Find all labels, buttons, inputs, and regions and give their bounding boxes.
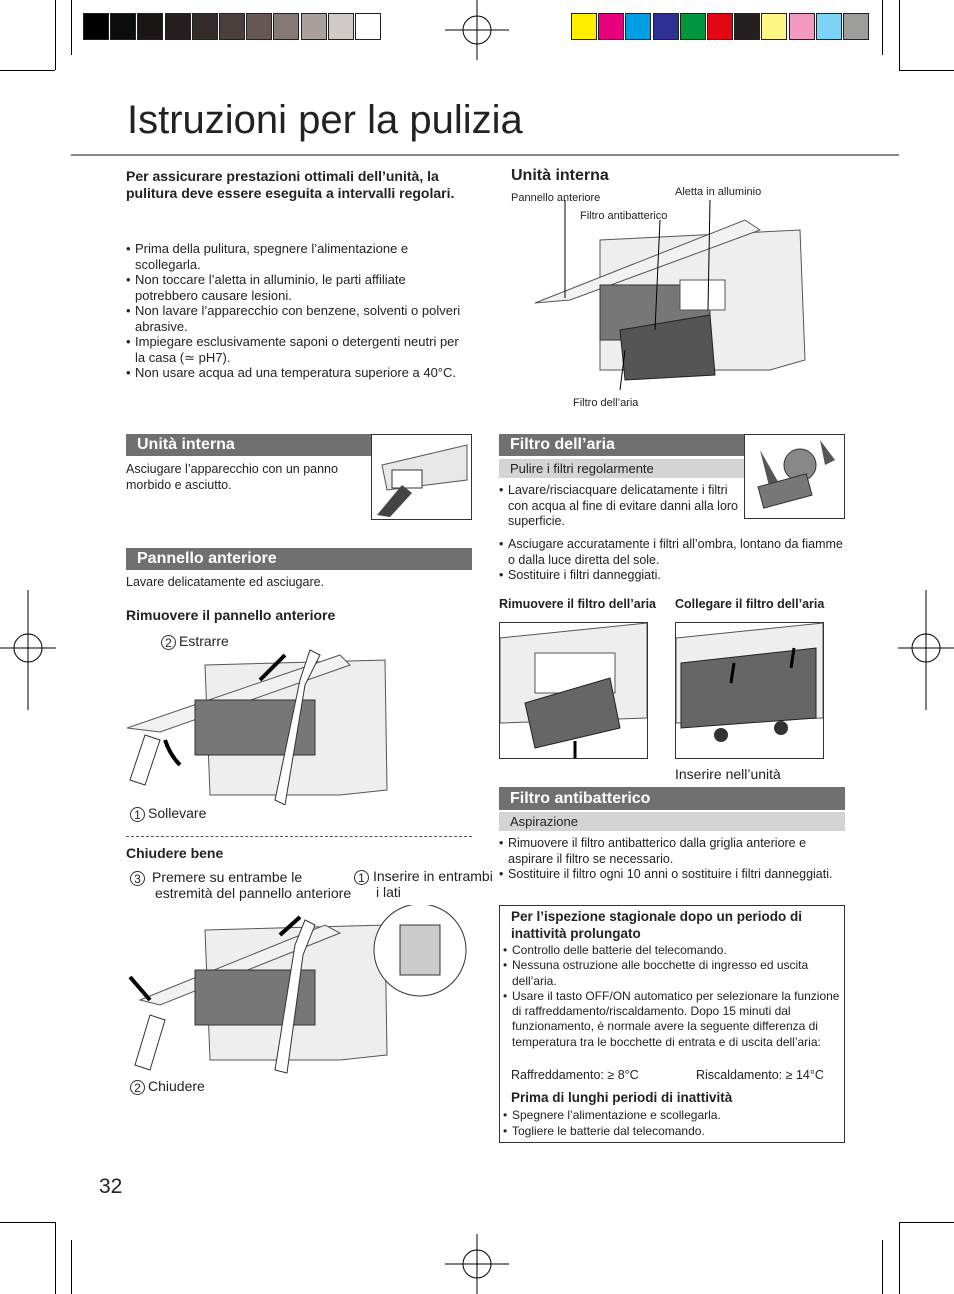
crop-mark	[71, 1240, 72, 1294]
antibac-bullet: • Rimuovere il filtro antibatterico dalla griglia anteriore e aspirare il filtro se necessario.	[499, 836, 807, 866]
step-label: Estrarre	[179, 633, 229, 649]
indoor-header: Unità interna	[126, 434, 372, 456]
close-panel-illustration	[125, 905, 475, 1075]
step-label: Premere su entrambe le estremità del pannello anteriore	[152, 869, 352, 901]
bullet-text: Sostituire i filtri danneggiati.	[508, 568, 661, 582]
bullet-text: Non usare acqua ad una temperatura superiore a 40°C.	[135, 365, 457, 380]
step-number: 2	[161, 635, 176, 650]
color-swatch	[165, 13, 191, 40]
color-swatch	[598, 13, 624, 40]
indoor-illustration	[371, 434, 472, 520]
air-filter-bullets-1	[499, 483, 744, 530]
bullet-text: Prima della pulitura, spegnere l’alimentazione e scollegarla.	[135, 241, 409, 272]
seasonal-bullet: • Nessuna ostruzione alle bocchette di ingresso ed uscita dell’aria.	[503, 958, 809, 988]
color-swatch	[816, 13, 842, 40]
color-swatch	[789, 13, 815, 40]
color-swatch	[653, 13, 679, 40]
crop-mark	[0, 70, 55, 71]
label-air-filter: Filtro dell’aria	[573, 397, 639, 409]
intro-bullet: • Non toccare l’aletta in alluminio, le parti affiliate potrebbero causare lesioni.	[126, 272, 406, 303]
page-number: 32	[99, 1175, 123, 1198]
crop-mark	[899, 1222, 900, 1294]
label-front-panel: Pannello anteriore	[511, 192, 601, 204]
seasonal-bullets	[503, 943, 843, 1050]
remove-filter-illustration	[499, 622, 648, 759]
bullet-text: Controllo delle batterie del telecomando.	[512, 943, 727, 957]
color-swatch	[625, 13, 651, 40]
air-filter-sub: Pulire i filtri regolarmente	[499, 459, 745, 478]
air-filter-bullet: • Sostituire i filtri danneggiati.	[499, 568, 661, 582]
color-swatch	[761, 13, 787, 40]
registration-mark-icon	[445, 0, 509, 60]
bullet-text: Impiegare esclusivamente saponi o detergenti neutri per la casa (≃ pH7).	[135, 334, 459, 365]
intro-bullets	[126, 241, 471, 381]
step-lift	[130, 806, 206, 822]
step-label: Inserire in entrambi i lati	[373, 868, 493, 900]
antibac-bullet: • Sostituire il filtro ogni 10 anni o sostituire i filtri danneggiati.	[499, 867, 833, 881]
step-label: Sollevare	[148, 805, 207, 821]
intro-bullet: • Non usare acqua ad una temperatura superiore a 40°C.	[126, 365, 457, 380]
color-swatch	[734, 13, 760, 40]
label-fin: Aletta in alluminio	[675, 186, 762, 198]
seasonal-inspection-box	[499, 905, 845, 1143]
step-number: 2	[130, 1080, 145, 1095]
long-inactivity-title: Prima di lunghi periodi di inattività	[511, 1090, 733, 1105]
step-number: 3	[130, 871, 145, 886]
air-filter-bullet: • Lavare/risciacquare delicatamente i filtri con acqua al fine di evitare danni alla loro superficie.	[499, 483, 739, 528]
bullet-text: Togliere le batterie dal telecomando.	[512, 1124, 705, 1138]
color-swatch	[137, 13, 163, 40]
insert-label: Inserire nell’unità	[675, 766, 781, 782]
air-filter-bullets-2	[499, 537, 844, 584]
air-filter-bullet: • Asciugare accuratamente i filtri all’ombra, lontano da fiamme o dalla luce diretta del sole.	[499, 537, 843, 567]
registration-mark-icon	[445, 1234, 509, 1294]
color-swatch	[680, 13, 706, 40]
color-swatch	[192, 13, 218, 40]
color-swatch	[110, 13, 136, 40]
color-swatch	[328, 13, 354, 40]
close-panel-title: Chiudere bene	[126, 845, 224, 861]
front-panel-text: Lavare delicatamente ed asciugare.	[126, 575, 325, 589]
color-swatch	[83, 13, 109, 40]
crop-mark	[882, 1240, 883, 1294]
color-swatch	[273, 13, 299, 40]
remove-filter-title: Rimuovere il filtro dell’aria	[499, 597, 656, 611]
attach-filter-title: Collegare il filtro dell’aria	[675, 597, 825, 611]
indoor-text: Asciugare l’apparecchio con un panno morbido e asciutto.	[126, 462, 338, 492]
intro-bullet: • Prima della pulitura, spegnere l’alimentazione e scollegarla.	[126, 241, 409, 272]
bullet-text: Rimuovere il filtro antibatterico dalla griglia anteriore e aspirare il filtro se necessario.	[508, 836, 807, 866]
attach-filter-illustration	[675, 622, 824, 759]
bullet-text: Nessuna ostruzione alle bocchette di ingresso ed uscita dell’aria.	[512, 958, 809, 988]
step-number: 1	[130, 807, 145, 822]
crop-mark	[899, 1222, 954, 1223]
crop-mark	[55, 1222, 56, 1294]
crop-mark	[55, 0, 56, 70]
color-swatch	[355, 13, 381, 40]
long-inactivity-bullet: • Spegnere l’alimentazione e scollegarla.	[503, 1108, 721, 1122]
remove-panel-illustration	[125, 640, 395, 805]
front-panel-header: Pannello anteriore	[126, 548, 472, 570]
bullet-text: Spegnere l’alimentazione e scollegarla.	[512, 1108, 721, 1122]
bullet-text: Asciugare accuratamente i filtri all’ombra, lontano da fiamme o dalla luce diretta del sole.	[508, 537, 843, 567]
seasonal-bullet: • Controllo delle batterie del telecomando.	[503, 943, 727, 957]
intro-bullet: • Impiegare esclusivamente saponi o detergenti neutri per la casa (≃ pH7).	[126, 334, 459, 365]
air-filter-illustration	[744, 434, 845, 519]
crop-mark	[882, 0, 883, 55]
air-filter-header: Filtro dell’aria	[499, 434, 745, 456]
close-step-1	[354, 869, 496, 900]
color-swatch	[219, 13, 245, 40]
crop-mark	[71, 0, 72, 55]
intro-bold: Per assicurare prestazioni ottimali dell’unità, la pulitura deve essere eseguita a intervalli regolari.	[126, 168, 455, 201]
diagram-title: Unità interna	[511, 167, 609, 184]
indoor-unit-diagram	[530, 200, 810, 395]
color-swatch	[707, 13, 733, 40]
close-step-3	[130, 870, 355, 901]
bullet-text: Non toccare l’aletta in alluminio, le parti affiliate potrebbero causare lesioni.	[135, 272, 406, 303]
label-antibac: Filtro antibatterico	[580, 210, 668, 222]
dashed-divider	[126, 836, 472, 837]
page-title: Istruzioni per la pulizia	[127, 98, 523, 142]
cooling-temp: Raffreddamento: ≥ 8°C	[511, 1068, 639, 1082]
antibac-header: Filtro antibatterico	[499, 787, 845, 810]
step-label: Chiudere	[148, 1078, 205, 1094]
intro-bullet: • Non lavare l’apparecchio con benzene, solventi o polveri abrasive.	[126, 303, 461, 334]
close-step-2	[130, 1079, 205, 1095]
title-rule	[71, 154, 899, 156]
crop-mark	[0, 1222, 55, 1223]
long-inactivity-bullet: • Togliere le batterie dal telecomando.	[503, 1124, 705, 1138]
color-swatch	[301, 13, 327, 40]
bullet-text: Non lavare l’apparecchio con benzene, solventi o polveri abrasive.	[135, 303, 461, 334]
seasonal-bullet: • Usare il tasto OFF/ON automatico per selezionare la funzione di raffreddamento/riscaldamento. Dopo 15 minuti dal funzionamento, è normale avere la seguente differenza di temperatura tra le bocchette di entrata e di uscita dell’aria:	[503, 988, 840, 1049]
color-swatch	[246, 13, 272, 40]
step-number: 1	[354, 870, 369, 885]
color-swatch	[843, 13, 869, 40]
registration-mark-icon	[0, 590, 56, 710]
bullet-text: Sostituire il filtro ogni 10 anni o sostituire i filtri danneggiati.	[508, 867, 833, 881]
bullet-text: Usare il tasto OFF/ON automatico per selezionare la funzione di raffreddamento/riscaldamento. Dopo 15 minuti dal funzionamento, è normale avere la seguente differenza di temperatura tra le bocchette di entrata e di uscita dell’aria:	[512, 988, 840, 1049]
remove-panel-title: Rimuovere il pannello anteriore	[126, 607, 336, 623]
long-inactivity-bullets	[503, 1107, 843, 1139]
registration-mark-icon	[898, 590, 954, 710]
bullet-text: Lavare/risciacquare delicatamente i filtri con acqua al fine di evitare danni alla loro superficie.	[508, 483, 739, 528]
crop-mark	[899, 0, 900, 70]
crop-mark	[899, 70, 954, 71]
antibac-sub: Aspirazione	[499, 812, 845, 831]
antibac-bullets	[499, 836, 844, 883]
color-swatch	[571, 13, 597, 40]
heating-temp: Riscaldamento: ≥ 14°C	[696, 1068, 824, 1082]
seasonal-title: Per l’ispezione stagionale dopo un periodo di inattività prolungato	[511, 909, 803, 941]
